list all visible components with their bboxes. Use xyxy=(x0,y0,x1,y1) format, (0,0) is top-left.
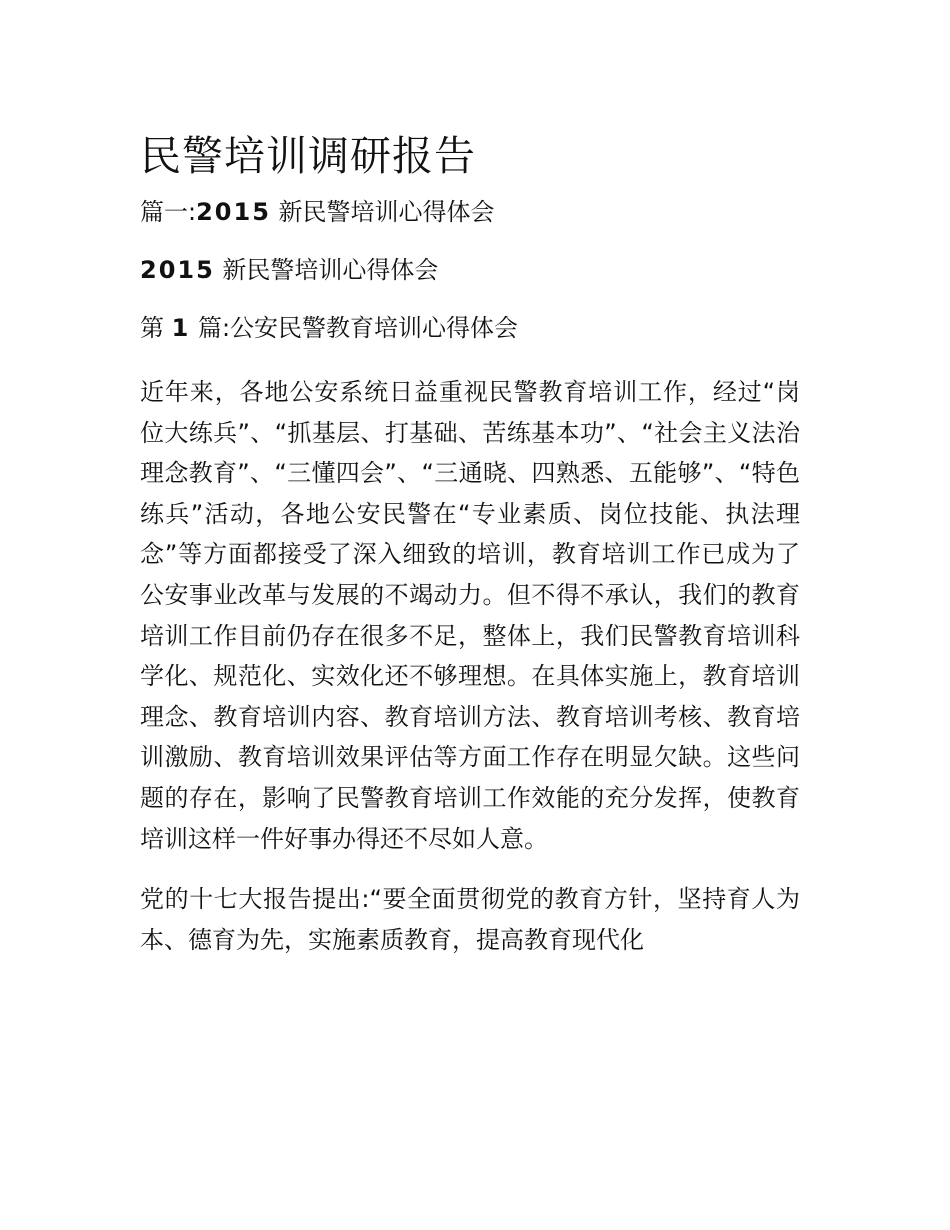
document-title: 民警培训调研报告 xyxy=(140,132,476,180)
heading-part-one xyxy=(140,194,800,230)
heading-article-text: 新民警培训心得体会 xyxy=(214,256,439,284)
heading-chapter-number: 1 xyxy=(171,314,191,342)
body-paragraph: 近年来，各地公安系统日益重视民警教育培训工作，经过“岗位大练兵”、“抓基层、打基础、苦练基本功”、“社会主义法治理念教育”、“三懂四会”、“三通晓、四熟悉、五能够”、“特色练兵”活动，各地公安民警在“专业素质、岗位技能、执法理念”等方面都接受了深入细致的培训，教育培训工作已成为了公安事业改革与发展的不竭动力。但不得不承认，我们的教育培训工作目前仍存在很多不足，整体上，我们民警教育培训科学化、规范化、实效化还不够理想。在具体实施上，教育培训理念、教育培训内容、教育培训方法、教育培训考核、教育培训激励、教育培训效果评估等方面工作存在明显欠缺。这些问题的存在，影响了民警教育培训工作效能的充分发挥，使教育培训这样一件好事办得还不尽如人意。 xyxy=(140,378,800,853)
document-page xyxy=(140,128,800,980)
body-paragraph: 党的十七大报告提出:“要全面贯彻党的教育方针，坚持育人为本、德育为先，实施素质教育，提高教育现代化 xyxy=(140,885,800,954)
heading-chapter xyxy=(140,310,800,346)
heading-article-title xyxy=(140,252,800,288)
heading-chapter-text: 篇:公安民警教育培训心得体会 xyxy=(190,314,519,342)
heading-article-year: 2015 xyxy=(140,256,215,284)
heading-part-one-prefix: 篇一: xyxy=(140,198,197,226)
heading-part-one-year: 2015 xyxy=(196,198,271,226)
heading-chapter-prefix: 第 xyxy=(140,314,172,342)
heading-part-one-text: 新民警培训心得体会 xyxy=(270,198,495,226)
